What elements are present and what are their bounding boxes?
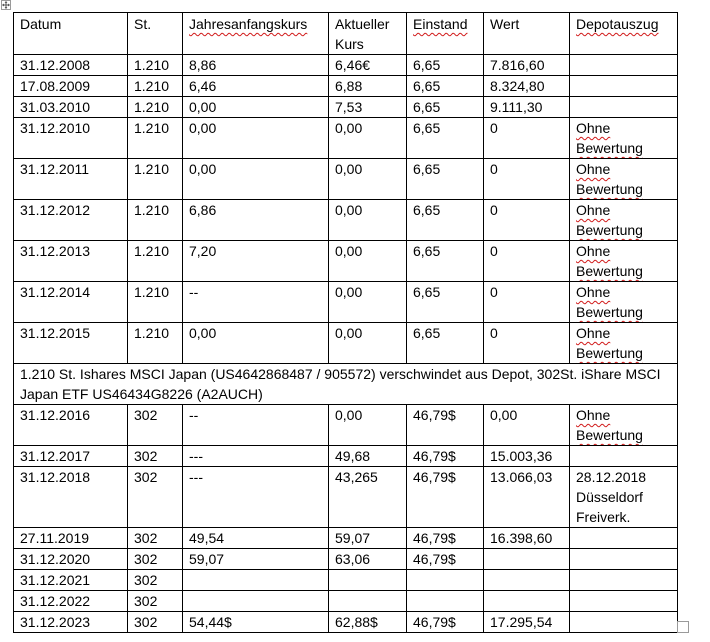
cell-depotauszug[interactable]: Ohne Bewertung (570, 159, 678, 200)
depot-table (13, 12, 678, 633)
cell-jahresanfangskurs[interactable]: 6,46 (183, 76, 329, 97)
cell-einstand[interactable]: 46,79$ (407, 467, 484, 528)
table-row (14, 159, 678, 200)
cell-einstand[interactable]: 46,79$ (407, 528, 484, 549)
cell-depotauszug[interactable]: Ohne Bewertung (570, 118, 678, 159)
cell-einstand[interactable]: 6,65 (407, 282, 484, 323)
cell-jahresanfangskurs[interactable]: --- (183, 446, 329, 467)
cell-jahresanfangskurs[interactable]: 49,54 (183, 528, 329, 549)
cell-einstand[interactable]: 6,65 (407, 159, 484, 200)
table-row (14, 591, 678, 612)
cell-datum[interactable]: 31.12.2021 (14, 570, 128, 591)
cell-aktueller-kurs[interactable]: 0,00 (329, 241, 407, 282)
cell-depotauszug[interactable] (570, 549, 678, 570)
cell-depotauszug[interactable] (570, 55, 678, 76)
cell-jahresanfangskurs[interactable]: 7,20 (183, 241, 329, 282)
cell-jahresanfangskurs[interactable]: 0,00 (183, 323, 329, 364)
cell-stueck[interactable]: 1.210 (128, 282, 183, 323)
cell-datum[interactable]: 31.12.2023 (14, 612, 128, 633)
cell-einstand[interactable]: 6,65 (407, 76, 484, 97)
cell-einstand[interactable]: 6,65 (407, 323, 484, 364)
cell-datum[interactable]: 31.12.2010 (14, 118, 128, 159)
cell-wert[interactable]: 0 (484, 282, 570, 323)
cell-jahresanfangskurs[interactable]: -- (183, 282, 329, 323)
cell-wert[interactable]: 0 (484, 118, 570, 159)
cell-stueck[interactable]: 302 (128, 570, 183, 591)
cell-depotauszug[interactable]: 28.12.2018 Düsseldorf Freiverk. (570, 467, 678, 528)
cell-stueck[interactable]: 302 (128, 528, 183, 549)
cell-aktueller-kurs[interactable]: 6,46€ (329, 55, 407, 76)
cell-depotauszug[interactable] (570, 570, 678, 591)
table-row (14, 549, 678, 570)
cell-wert[interactable]: 0,00 (484, 405, 570, 446)
cell-datum[interactable]: 31.03.2010 (14, 97, 128, 118)
cell-aktueller-kurs[interactable]: 63,06 (329, 549, 407, 570)
table-row (14, 282, 678, 323)
cell-depotauszug[interactable]: Ohne Bewertung (570, 405, 678, 446)
cell-datum[interactable]: 31.12.2018 (14, 467, 128, 528)
cell-jahresanfangskurs[interactable] (183, 570, 329, 591)
cell-stueck[interactable]: 1.210 (128, 241, 183, 282)
table-row (14, 76, 678, 97)
cell-aktueller-kurs[interactable]: 0,00 (329, 118, 407, 159)
table-row (14, 467, 678, 528)
cell-einstand[interactable]: 46,79$ (407, 612, 484, 633)
table-row (14, 55, 678, 76)
cell-depotauszug[interactable]: Ohne Bewertung (570, 282, 678, 323)
cell-jahresanfangskurs[interactable]: 6,86 (183, 200, 329, 241)
cell-einstand[interactable]: 6,65 (407, 200, 484, 241)
cell-aktueller-kurs[interactable]: 0,00 (329, 200, 407, 241)
cell-datum[interactable]: 31.12.2012 (14, 200, 128, 241)
cell-jahresanfangskurs[interactable]: 0,00 (183, 159, 329, 200)
header-datum[interactable]: Datum (14, 13, 128, 55)
header-row (14, 13, 678, 55)
cell-wert[interactable] (484, 549, 570, 570)
cell-jahresanfangskurs[interactable]: -- (183, 405, 329, 446)
merged-note-cell[interactable]: 1.210 St. Ishares MSCI Japan (US4642868487 / 905572) verschwindet aus Depot, 302St. iShare MSCI Japan ETF US46434G8226 (A2AUCH) (14, 364, 678, 405)
cell-datum[interactable]: 31.12.2008 (14, 55, 128, 76)
cell-depotauszug[interactable] (570, 591, 678, 612)
cell-stueck[interactable]: 302 (128, 612, 183, 633)
cell-datum[interactable]: 31.12.2020 (14, 549, 128, 570)
table-row (14, 118, 678, 159)
cell-wert[interactable]: 0 (484, 241, 570, 282)
cell-stueck[interactable]: 302 (128, 549, 183, 570)
cell-einstand[interactable] (407, 570, 484, 591)
cell-depotauszug[interactable]: Ohne Bewertung (570, 241, 678, 282)
cell-wert[interactable]: 17.295,54 (484, 612, 570, 633)
cell-datum[interactable]: 31.12.2013 (14, 241, 128, 282)
cell-einstand[interactable]: 46,79$ (407, 549, 484, 570)
table-row (14, 528, 678, 549)
cell-wert[interactable] (484, 591, 570, 612)
cell-einstand[interactable] (407, 591, 484, 612)
cell-aktueller-kurs[interactable]: 49,68 (329, 446, 407, 467)
cell-datum[interactable]: 31.12.2022 (14, 591, 128, 612)
cell-wert[interactable]: 16.398,60 (484, 528, 570, 549)
cell-stueck[interactable]: 1.210 (128, 118, 183, 159)
cell-aktueller-kurs[interactable]: 0,00 (329, 323, 407, 364)
cell-wert[interactable]: 13.066,03 (484, 467, 570, 528)
cell-wert[interactable] (484, 570, 570, 591)
cell-datum[interactable]: 27.11.2019 (14, 528, 128, 549)
header-einstand[interactable]: Einstand (407, 13, 484, 55)
cell-jahresanfangskurs[interactable]: 8,86 (183, 55, 329, 76)
cell-stueck[interactable]: 1.210 (128, 97, 183, 118)
header-stueck[interactable]: St. (128, 13, 183, 55)
cell-depotauszug[interactable] (570, 97, 678, 118)
cell-wert[interactable]: 9.111,30 (484, 97, 570, 118)
cell-depotauszug[interactable] (570, 446, 678, 467)
table-resize-handle-icon[interactable] (677, 621, 689, 633)
cell-stueck[interactable]: 1.210 (128, 76, 183, 97)
cell-aktueller-kurs[interactable]: 59,07 (329, 528, 407, 549)
cell-jahresanfangskurs[interactable]: --- (183, 467, 329, 528)
cell-wert[interactable]: 8.324,80 (484, 76, 570, 97)
cell-einstand[interactable]: 6,65 (407, 55, 484, 76)
cell-einstand[interactable]: 6,65 (407, 241, 484, 282)
cell-datum[interactable]: 31.12.2016 (14, 405, 128, 446)
cell-aktueller-kurs[interactable] (329, 570, 407, 591)
cell-einstand[interactable]: 6,65 (407, 97, 484, 118)
cell-depotauszug[interactable] (570, 612, 678, 633)
cell-depotauszug[interactable]: Ohne Bewertung (570, 323, 678, 364)
table-row (14, 405, 678, 446)
table-row (14, 97, 678, 118)
cell-wert[interactable]: 0 (484, 323, 570, 364)
cell-stueck[interactable]: 302 (128, 467, 183, 528)
cell-stueck[interactable]: 1.210 (128, 323, 183, 364)
cell-aktueller-kurs[interactable]: 0,00 (329, 159, 407, 200)
merged-note-row (14, 364, 678, 405)
cell-stueck[interactable]: 1.210 (128, 159, 183, 200)
cell-wert[interactable]: 7.816,60 (484, 55, 570, 76)
cell-jahresanfangskurs[interactable]: 0,00 (183, 118, 329, 159)
cell-wert[interactable]: 0 (484, 200, 570, 241)
cell-datum[interactable]: 17.08.2009 (14, 76, 128, 97)
cell-depotauszug[interactable] (570, 528, 678, 549)
header-depotauszug[interactable]: Depotauszug (570, 13, 678, 55)
header-aktueller-kurs[interactable]: Aktueller Kurs (329, 13, 407, 55)
cell-aktueller-kurs[interactable]: 6,88 (329, 76, 407, 97)
table-move-handle-icon[interactable] (1, 0, 11, 10)
cell-stueck[interactable]: 1.210 (128, 55, 183, 76)
cell-depotauszug[interactable] (570, 76, 678, 97)
cell-stueck[interactable]: 302 (128, 446, 183, 467)
cell-datum[interactable]: 31.12.2015 (14, 323, 128, 364)
table-row (14, 446, 678, 467)
cell-jahresanfangskurs[interactable] (183, 591, 329, 612)
header-wert[interactable]: Wert (484, 13, 570, 55)
cell-wert[interactable]: 15.003,36 (484, 446, 570, 467)
cell-jahresanfangskurs[interactable]: 0,00 (183, 97, 329, 118)
cell-datum[interactable]: 31.12.2011 (14, 159, 128, 200)
cell-stueck[interactable]: 302 (128, 591, 183, 612)
cell-stueck[interactable]: 1.210 (128, 200, 183, 241)
table-row (14, 200, 678, 241)
header-jahresanfangskurs[interactable]: Jahresanfangskurs (183, 13, 329, 55)
cell-einstand[interactable]: 46,79$ (407, 405, 484, 446)
table-row (14, 241, 678, 282)
cell-aktueller-kurs[interactable]: 0,00 (329, 282, 407, 323)
cell-aktueller-kurs[interactable]: 7,53 (329, 97, 407, 118)
cell-aktueller-kurs[interactable]: 0,00 (329, 405, 407, 446)
cell-aktueller-kurs[interactable]: 43,265 (329, 467, 407, 528)
cell-wert[interactable]: 0 (484, 159, 570, 200)
cell-aktueller-kurs[interactable]: 62,88$ (329, 612, 407, 633)
cell-einstand[interactable]: 46,79$ (407, 446, 484, 467)
cell-jahresanfangskurs[interactable]: 59,07 (183, 549, 329, 570)
cell-jahresanfangskurs[interactable]: 54,44$ (183, 612, 329, 633)
table-row (14, 570, 678, 591)
cell-datum[interactable]: 31.12.2014 (14, 282, 128, 323)
cell-einstand[interactable]: 6,65 (407, 118, 484, 159)
table-row (14, 323, 678, 364)
cell-datum[interactable]: 31.12.2017 (14, 446, 128, 467)
table-row (14, 612, 678, 633)
cell-stueck[interactable]: 302 (128, 405, 183, 446)
cell-depotauszug[interactable]: Ohne Bewertung (570, 200, 678, 241)
cell-aktueller-kurs[interactable] (329, 591, 407, 612)
